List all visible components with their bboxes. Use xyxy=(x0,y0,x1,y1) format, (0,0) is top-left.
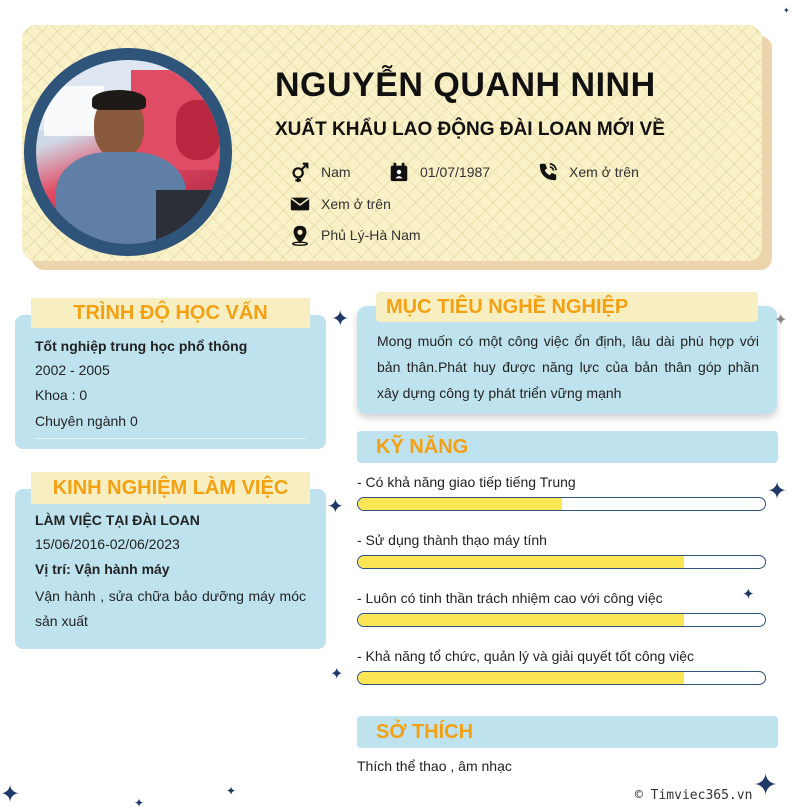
hobbies-title: SỞ THÍCH xyxy=(357,716,778,748)
calendar-icon xyxy=(388,161,410,183)
star-icon: ✦ xyxy=(774,312,788,329)
location-icon xyxy=(289,224,311,246)
birthdate-value: 01/07/1987 xyxy=(420,164,491,180)
phone-value: Xem ở trên xyxy=(569,164,639,180)
divider xyxy=(35,438,306,439)
skill-label: - Có khả năng giao tiếp tiếng Trung xyxy=(357,474,576,490)
job-title: XUẤT KHẨU LAO ĐỘNG ĐÀI LOAN MỚI VỀ xyxy=(275,119,665,140)
education-title: TRÌNH ĐỘ HỌC VẤN xyxy=(31,298,310,328)
avatar-photo xyxy=(36,60,220,244)
gender-icon xyxy=(289,161,311,183)
birthdate-info xyxy=(388,161,490,183)
education-years: 2002 - 2005 xyxy=(35,362,110,378)
star-icon: ✦ xyxy=(767,478,788,505)
watermark: © Timviec365.vn xyxy=(635,788,753,803)
address-info xyxy=(289,224,421,246)
star-icon: ✦ xyxy=(753,769,779,802)
skill-bar xyxy=(357,671,766,685)
skill-bar-fill xyxy=(358,556,684,568)
gender-value: Nam xyxy=(321,164,351,180)
star-icon: ✦ xyxy=(331,306,350,331)
objective-text: Mong muốn có một công việc ổn định, lâu dài phù hợp với bản thân.Phát huy được năng lực của bản thân góp phần xây dựng công ty phát triển vững mạnh xyxy=(377,333,759,401)
skill-label: - Luôn có tinh thần trách nhiệm cao với công việc xyxy=(357,590,663,606)
skill-bar-fill xyxy=(358,672,684,684)
experience-position-row xyxy=(35,557,170,581)
education-school: Tốt nghiệp trung học phổ thông xyxy=(35,338,248,354)
avatar xyxy=(24,48,232,256)
experience-company: LÀM VIỆC TẠI ĐÀI LOAN xyxy=(35,512,200,528)
skills-title: KỸ NĂNG xyxy=(357,431,778,463)
skill-label: - Khả năng tổ chức, quản lý và giải quyết tốt công việc xyxy=(357,648,695,664)
star-icon: ✦ xyxy=(134,796,145,810)
position-label: Vị trí: xyxy=(35,561,71,577)
email-value: Xem ở trên xyxy=(321,196,391,212)
hobbies-text: Thích thể thao , âm nhạc xyxy=(357,758,512,774)
experience-title: KINH NGHIỆM LÀM VIỆC xyxy=(31,472,310,504)
skill-bar-fill xyxy=(358,498,562,510)
skill-bar-fill xyxy=(358,614,684,626)
mail-icon xyxy=(289,193,311,215)
star-icon: ✦ xyxy=(226,784,237,798)
education-major: Chuyên ngành 0 xyxy=(35,413,138,429)
objective-title: MỤC TIÊU NGHỀ NGHIỆP xyxy=(376,292,758,322)
experience-description: Vận hành , sửa chữa bảo dưỡng máy móc sản xuất xyxy=(35,588,306,629)
gender-info xyxy=(289,161,351,183)
candidate-name: NGUYỄN QUANH NINH xyxy=(275,66,656,104)
address-value: Phủ Lý-Hà Nam xyxy=(321,227,421,243)
star-icon: ✦ xyxy=(783,6,790,15)
experience-period: 15/06/2016-02/06/2023 xyxy=(35,536,180,552)
skill-label: - Sử dụng thành thạo máy tính xyxy=(357,532,547,548)
skill-bar xyxy=(357,555,766,569)
star-icon: ✦ xyxy=(742,586,755,603)
education-faculty: Khoa : 0 xyxy=(35,387,88,403)
phone-icon xyxy=(537,161,559,183)
star-icon: ✦ xyxy=(327,496,344,518)
position-value: Vận hành máy xyxy=(74,561,170,577)
star-icon: ✦ xyxy=(0,781,21,808)
skill-bar xyxy=(357,613,766,627)
skill-bar xyxy=(357,497,766,511)
phone-info xyxy=(537,161,639,183)
email-info xyxy=(289,193,391,215)
star-icon: ✦ xyxy=(330,666,344,683)
